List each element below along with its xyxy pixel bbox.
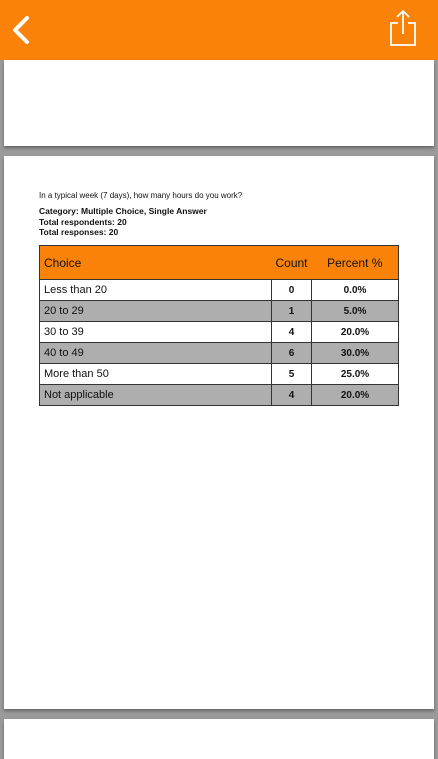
- question-text: In a typical week (7 days), how many hours do you work?: [39, 191, 243, 200]
- count-cell: 5: [271, 364, 311, 385]
- percent-cell: 20.0%: [312, 322, 399, 343]
- choice-cell: Not applicable: [40, 385, 272, 406]
- table-row: [40, 322, 399, 343]
- header-choice: Choice: [40, 246, 272, 280]
- next-page: [4, 719, 434, 759]
- choice-cell: 20 to 29: [40, 301, 272, 322]
- percent-cell: 30.0%: [312, 343, 399, 364]
- choice-cell: More than 50: [40, 364, 272, 385]
- report-page: [4, 156, 434, 709]
- count-cell: 0: [271, 280, 311, 301]
- choice-cell: Less than 20: [40, 280, 272, 301]
- choice-cell: 30 to 39: [40, 322, 272, 343]
- share-button[interactable]: [388, 8, 418, 48]
- choice-cell: 40 to 49: [40, 343, 272, 364]
- count-cell: 6: [271, 343, 311, 364]
- category-text: Category: Multiple Choice, Single Answer: [39, 206, 207, 216]
- header-count: Count: [271, 246, 311, 280]
- share-icon: [388, 8, 418, 48]
- count-cell: 4: [271, 322, 311, 343]
- table-header-row: [40, 246, 399, 280]
- percent-cell: 25.0%: [312, 364, 399, 385]
- respondents-text: Total respondents: 20: [39, 216, 127, 227]
- percent-cell: 5.0%: [312, 301, 399, 322]
- table-row: [40, 343, 399, 364]
- survey-info: [39, 191, 399, 238]
- table-row: [40, 385, 399, 406]
- table-row: [40, 364, 399, 385]
- results-table: [39, 245, 399, 406]
- header-percent: Percent %: [312, 246, 399, 280]
- responses-text: Total responses: 20: [39, 227, 119, 237]
- percent-cell: 0.0%: [312, 280, 399, 301]
- count-cell: 4: [271, 385, 311, 406]
- back-button[interactable]: [6, 12, 36, 48]
- count-cell: 1: [271, 301, 311, 322]
- table-row: [40, 280, 399, 301]
- percent-cell: 20.0%: [312, 385, 399, 406]
- table-row: [40, 301, 399, 322]
- chevron-left-icon: [10, 15, 32, 45]
- top-bar: [0, 0, 438, 60]
- previous-page: [4, 60, 434, 146]
